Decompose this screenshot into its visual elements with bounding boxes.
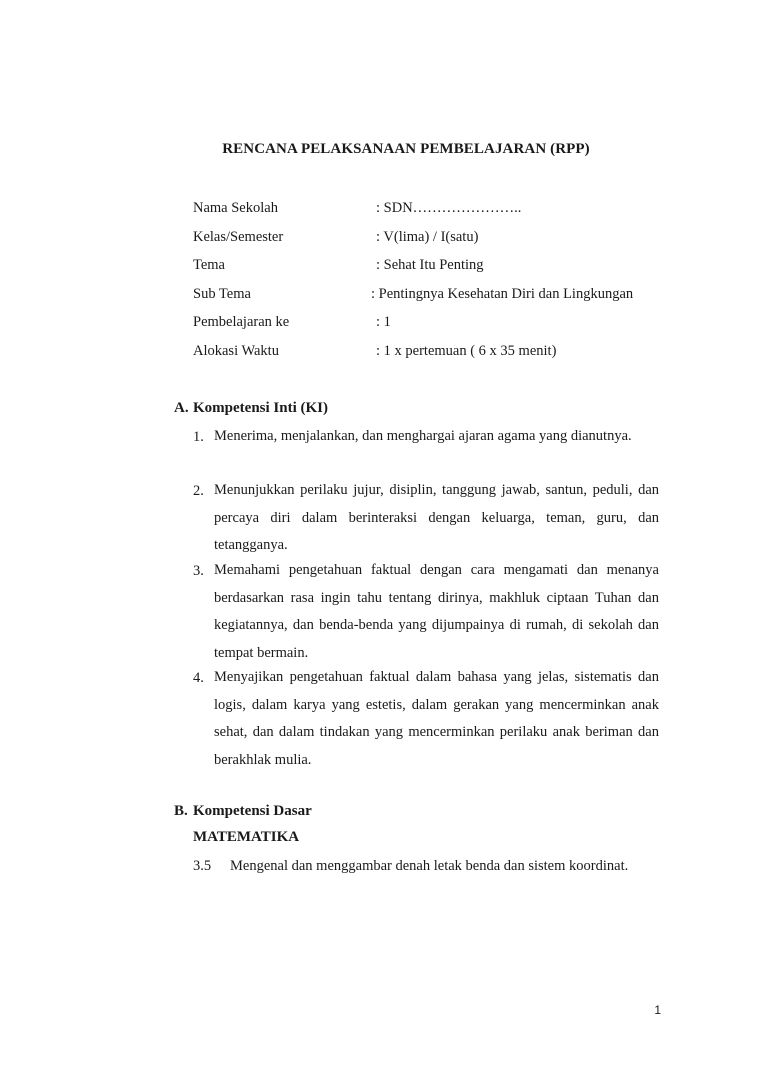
list-item-number: 2.: [193, 483, 204, 499]
identity-value: : V(lima) / I(satu): [376, 229, 479, 245]
section-a-heading: [174, 398, 328, 418]
identity-label: Kelas/Semester: [193, 229, 284, 245]
list-item-text: Menunjukkan perilaku jujur, disiplin, tanggung jawab, santun, peduli, dan percaya diri dalam berinteraksi dengan keluarga, teman, guru, dan tetangganya.: [214, 482, 659, 553]
identity-value: : Sehat Itu Penting: [376, 257, 484, 273]
identity-label: Sub Tema: [193, 286, 251, 302]
list-item-text: Menerima, menjalankan, dan menghargai ajaran agama yang dianutnya.: [214, 428, 632, 444]
section-b-heading: [174, 801, 312, 821]
section-title: Kompetensi Dasar: [193, 803, 312, 819]
list-item: [193, 481, 659, 560]
section-letter: A.: [174, 400, 189, 416]
identity-value: : 1 x pertemuan ( 6 x 35 menit): [376, 343, 557, 359]
list-item-number: 3.: [193, 563, 204, 579]
competency-text: Mengenal dan menggambar denah letak benda dan sistem koordinat.: [230, 858, 629, 874]
list-item: [193, 427, 659, 451]
subject-heading: MATEMATIKA: [193, 829, 300, 845]
section-letter: B.: [174, 803, 188, 819]
identity-label: Nama Sekolah: [193, 200, 278, 216]
identity-label: Tema: [193, 257, 225, 273]
identity-label: Alokasi Waktu: [193, 343, 279, 359]
list-item-text: Menyajikan pengetahuan faktual dalam bahasa yang jelas, sistematis dan logis, dalam karya yang estetis, dalam gerakan yang mencerminkan anak sehat, dan dalam tindakan yang mencerminkan perilaku anak beriman dan berakhlak mulia.: [214, 669, 659, 768]
document-title: RENCANA PELAKSANAAN PEMBELAJARAN (RPP): [222, 141, 590, 157]
list-item-number: 4.: [193, 670, 204, 686]
competency-code: 3.5: [193, 858, 212, 874]
list-item: [193, 668, 659, 774]
list-item: [193, 561, 659, 667]
identity-label: Pembelajaran ke: [193, 314, 290, 330]
identity-value: : SDN…………………..: [376, 200, 522, 216]
list-item-number: 1.: [193, 429, 204, 445]
section-title: Kompetensi Inti (KI): [193, 400, 328, 416]
basic-competency-row: [193, 856, 628, 876]
list-item-text: Memahami pengetahuan faktual dengan cara mengamati dan menanya berdasarkan rasa ingin tahu tentang dirinya, makhluk ciptaan Tuhan dan kegiatannya, dan benda-benda yang dijumpainya di rumah, di sekolah dan tempat bermain.: [214, 562, 659, 661]
page-number: 1: [654, 1003, 661, 1017]
identity-value: : 1: [376, 314, 391, 330]
identity-value: : Pentingnya Kesehatan Diri dan Lingkungan: [371, 286, 634, 302]
